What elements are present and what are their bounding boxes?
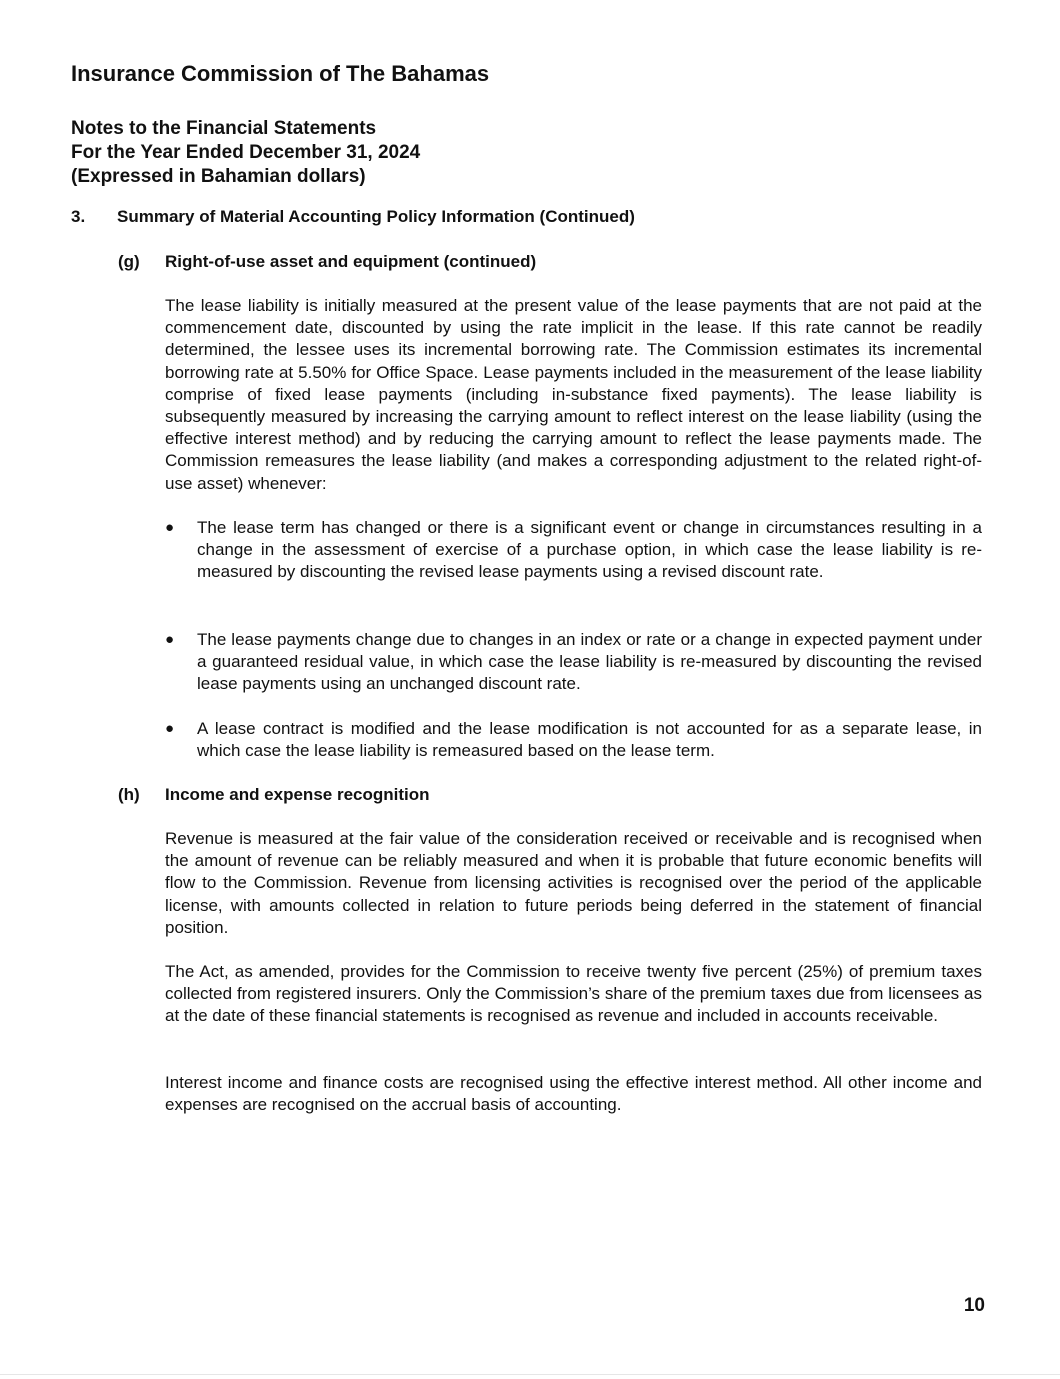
bullet-text: The lease term has changed or there is a significant event or change in circumstances resulting in a change in the assessment of exercise of a purchase option, in which case the lease liability is re-measured by discounting the revised lease payments using a revised discount rate. — [197, 518, 982, 582]
section-heading — [71, 206, 635, 228]
subsection-g-title: Right-of-use asset and equipment (continued) — [165, 252, 537, 271]
page-number: 10 — [963, 1295, 985, 1316]
subsection-h-heading — [118, 784, 430, 806]
document-subtitle — [71, 117, 420, 189]
organization-title: Insurance Commission of The Bahamas — [71, 61, 490, 86]
lease-liability-paragraph: The lease liability is initially measured at the present value of the lease payments that are not paid at the commencement date, discounted by using the rate implicit in the lease. If this rate cannot be readily determined, the lessee uses its incremental borrowing rate. The Commission estimates its incremental borrowing rate at 5.50% for Office Space. Lease payments included in the measurement of the lease liability comprise of fixed lease payments (including in-substance fixed payments). The lease liability is subsequently measured by increasing the carrying amount to reflect interest on the lease liability (using the effective interest method) and by reducing the carrying amount to reflect the lease payments made. The Commission remeasures the lease liability (and makes a corresponding adjustment to the related right-of-use asset) whenever: — [165, 296, 982, 493]
page-bottom-divider — [0, 1374, 1060, 1375]
bullet-icon: ● — [165, 720, 175, 737]
subsection-h-letter: (h) — [118, 785, 140, 804]
bullet-list-item — [165, 629, 982, 696]
subtitle-line-notes: Notes to the Financial Statements — [71, 118, 377, 139]
subsection-g-heading — [118, 251, 536, 273]
section-number: 3. — [71, 207, 86, 226]
bullet-list-item — [165, 718, 982, 762]
premium-taxes-paragraph: The Act, as amended, provides for the Commission to receive twenty five percent (25%) of premium taxes collected from registered insurers. Only the Commission’s share of the premium taxes due from licensees as at the date of these financial statements is recognised as revenue and included in accounts receivable. — [165, 962, 982, 1026]
bullet-icon: ● — [165, 631, 175, 648]
subtitle-line-period: For the Year Ended December 31, 2024 — [71, 142, 421, 163]
subtitle-line-currency: (Expressed in Bahamian dollars) — [71, 166, 366, 187]
revenue-paragraph: Revenue is measured at the fair value of the consideration received or receivable and is recognised when the amount of revenue can be reliably measured and when it is probable that future economic benefits will flow to the Commission. Revenue from licensing activities is recognised over the period of the applicable license, with amounts collected in relation to future periods being deferred in the statement of financial position. — [165, 829, 982, 937]
interest-income-paragraph: Interest income and finance costs are recognised using the effective interest method. All other income and expenses are recognised on the accrual basis of accounting. — [165, 1073, 982, 1115]
subsection-h-title: Income and expense recognition — [165, 785, 430, 804]
bullet-text: A lease contract is modified and the lease modification is not accounted for as a separate lease, in which case the lease liability is remeasured based on the lease term. — [197, 719, 982, 761]
bullet-text: The lease payments change due to changes in an index or rate or a change in expected payment under a guaranteed residual value, in which case the lease liability is re-measured by discounting the revised lease payments using an unchanged discount rate. — [197, 630, 982, 694]
bullet-list-item — [165, 517, 982, 584]
subsection-g-letter: (g) — [118, 252, 140, 271]
bullet-icon: ● — [165, 519, 175, 536]
section-title: Summary of Material Accounting Policy Information (Continued) — [117, 207, 635, 226]
